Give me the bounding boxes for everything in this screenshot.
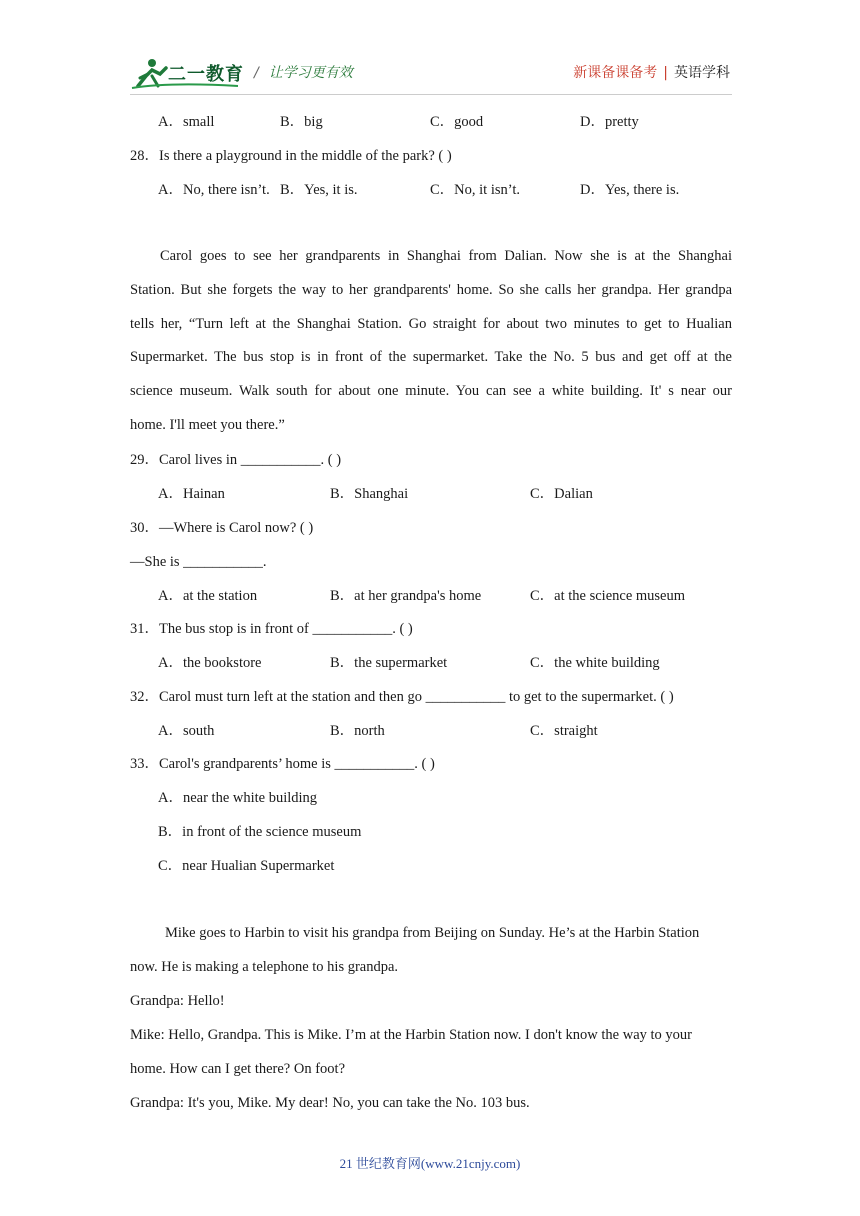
q32-option-a: A．south: [158, 723, 215, 739]
q30-answer-line: —She is ___________.: [130, 554, 267, 570]
q29-option-c: C．Dalian: [530, 486, 593, 502]
q33-option-a: A．near the white building: [158, 790, 318, 806]
page-header: [130, 52, 730, 92]
passage-carol: [130, 240, 732, 443]
q30-option-c: C．at the science museum: [530, 588, 686, 604]
passage-line: home. I'll meet you there.”: [130, 416, 285, 433]
header-subject-label: 英语学科: [674, 65, 730, 81]
q33-option-c: C．near Hualian Supermarket: [158, 858, 335, 874]
q29-question: 29．Carol lives in ___________. ( ): [130, 452, 342, 468]
q28-option-b: B．Yes, it is.: [280, 182, 358, 198]
q31-option-b: B．the supermarket: [330, 655, 448, 671]
q31-question: 31．The bus stop is in front of ___________. ( ): [130, 621, 413, 637]
dialogue-line: Grandpa: Hello!: [130, 993, 225, 1009]
q30-question: 30．—Where is Carol now? ( ): [130, 520, 314, 536]
q31-option-c: C．the white building: [530, 655, 660, 671]
q32-option-b: B．north: [330, 723, 385, 739]
q30-option-a: A．at the station: [158, 588, 258, 604]
passage-line: Supermarket. The bus stop is in front of the supermarket. Take the No. 5 bus and get off at the: [130, 349, 732, 366]
q27-option-a: A．small: [158, 114, 215, 130]
q28-option-a: A．No, there isn’t.: [158, 182, 270, 198]
q28-option-d: D．Yes, there is.: [580, 182, 680, 198]
q32-option-c: C．straight: [530, 723, 598, 739]
q32-question: 32．Carol must turn left at the station and then go ___________ to get to the supermarket. ( ): [130, 689, 674, 705]
dialogue-line: Mike: Hello, Grandpa. This is Mike. I’m at the Harbin Station now. I don't know the way to your: [130, 1027, 692, 1043]
q30-option-b: B．at her grandpa's home: [330, 588, 482, 604]
passage-line: Station. But she forgets the way to her grandparents' home. So she calls her grandpa. Her grandpa: [130, 281, 732, 298]
page-footer[interactable]: 21 世纪教育网(www.21cnjy.com): [339, 1156, 521, 1171]
q33-question: 33．Carol's grandparents’ home is ___________. ( ): [130, 756, 435, 772]
q28-question: 28．Is there a playground in the middle of the park? ( ): [130, 148, 452, 164]
dialogue-line: Grandpa: It's you, Mike. My dear! No, you can take the No. 103 bus.: [130, 1095, 530, 1111]
slogan-text: 让学习更有效: [268, 65, 353, 81]
q27-option-c: C．good: [430, 114, 484, 130]
passage-line: science museum. Walk south for about one minute. You can see a white building. It' s near our: [130, 383, 732, 400]
header-right: [573, 62, 730, 82]
q27-option-b: B．big: [280, 114, 323, 130]
slogan: / 让学习更有效: [254, 65, 353, 81]
q29-option-a: A．Hainan: [158, 486, 225, 502]
header-separator: |: [663, 65, 668, 81]
q27-option-d: D．pretty: [580, 114, 639, 130]
header-course-label: 新课备课备考: [573, 65, 658, 81]
q31-option-a: A．the bookstore: [158, 655, 262, 671]
passage-line: Carol goes to see her grandparents in Shanghai from Dalian. Now she is at the Shanghai: [160, 248, 732, 264]
q33-option-b: B．in front of the science museum: [158, 824, 362, 840]
passage-line: tells her, “Turn left at the Shanghai Station. Go straight for about two minutes to get to Hualian: [130, 315, 732, 332]
q28-option-c: C．No, it isn’t.: [430, 182, 520, 198]
dialogue-line: home. How can I get there? On foot?: [130, 1061, 346, 1077]
header-divider: [130, 94, 732, 95]
q29-option-b: B．Shanghai: [330, 486, 409, 502]
logo-text: 二一教育: [168, 64, 244, 85]
passage-mike-line: now. He is making a telephone to his grandpa.: [130, 959, 399, 975]
passage-mike-line: Mike goes to Harbin to visit his grandpa from Beijing on Sunday. He’s at the Harbin Station: [165, 925, 700, 941]
